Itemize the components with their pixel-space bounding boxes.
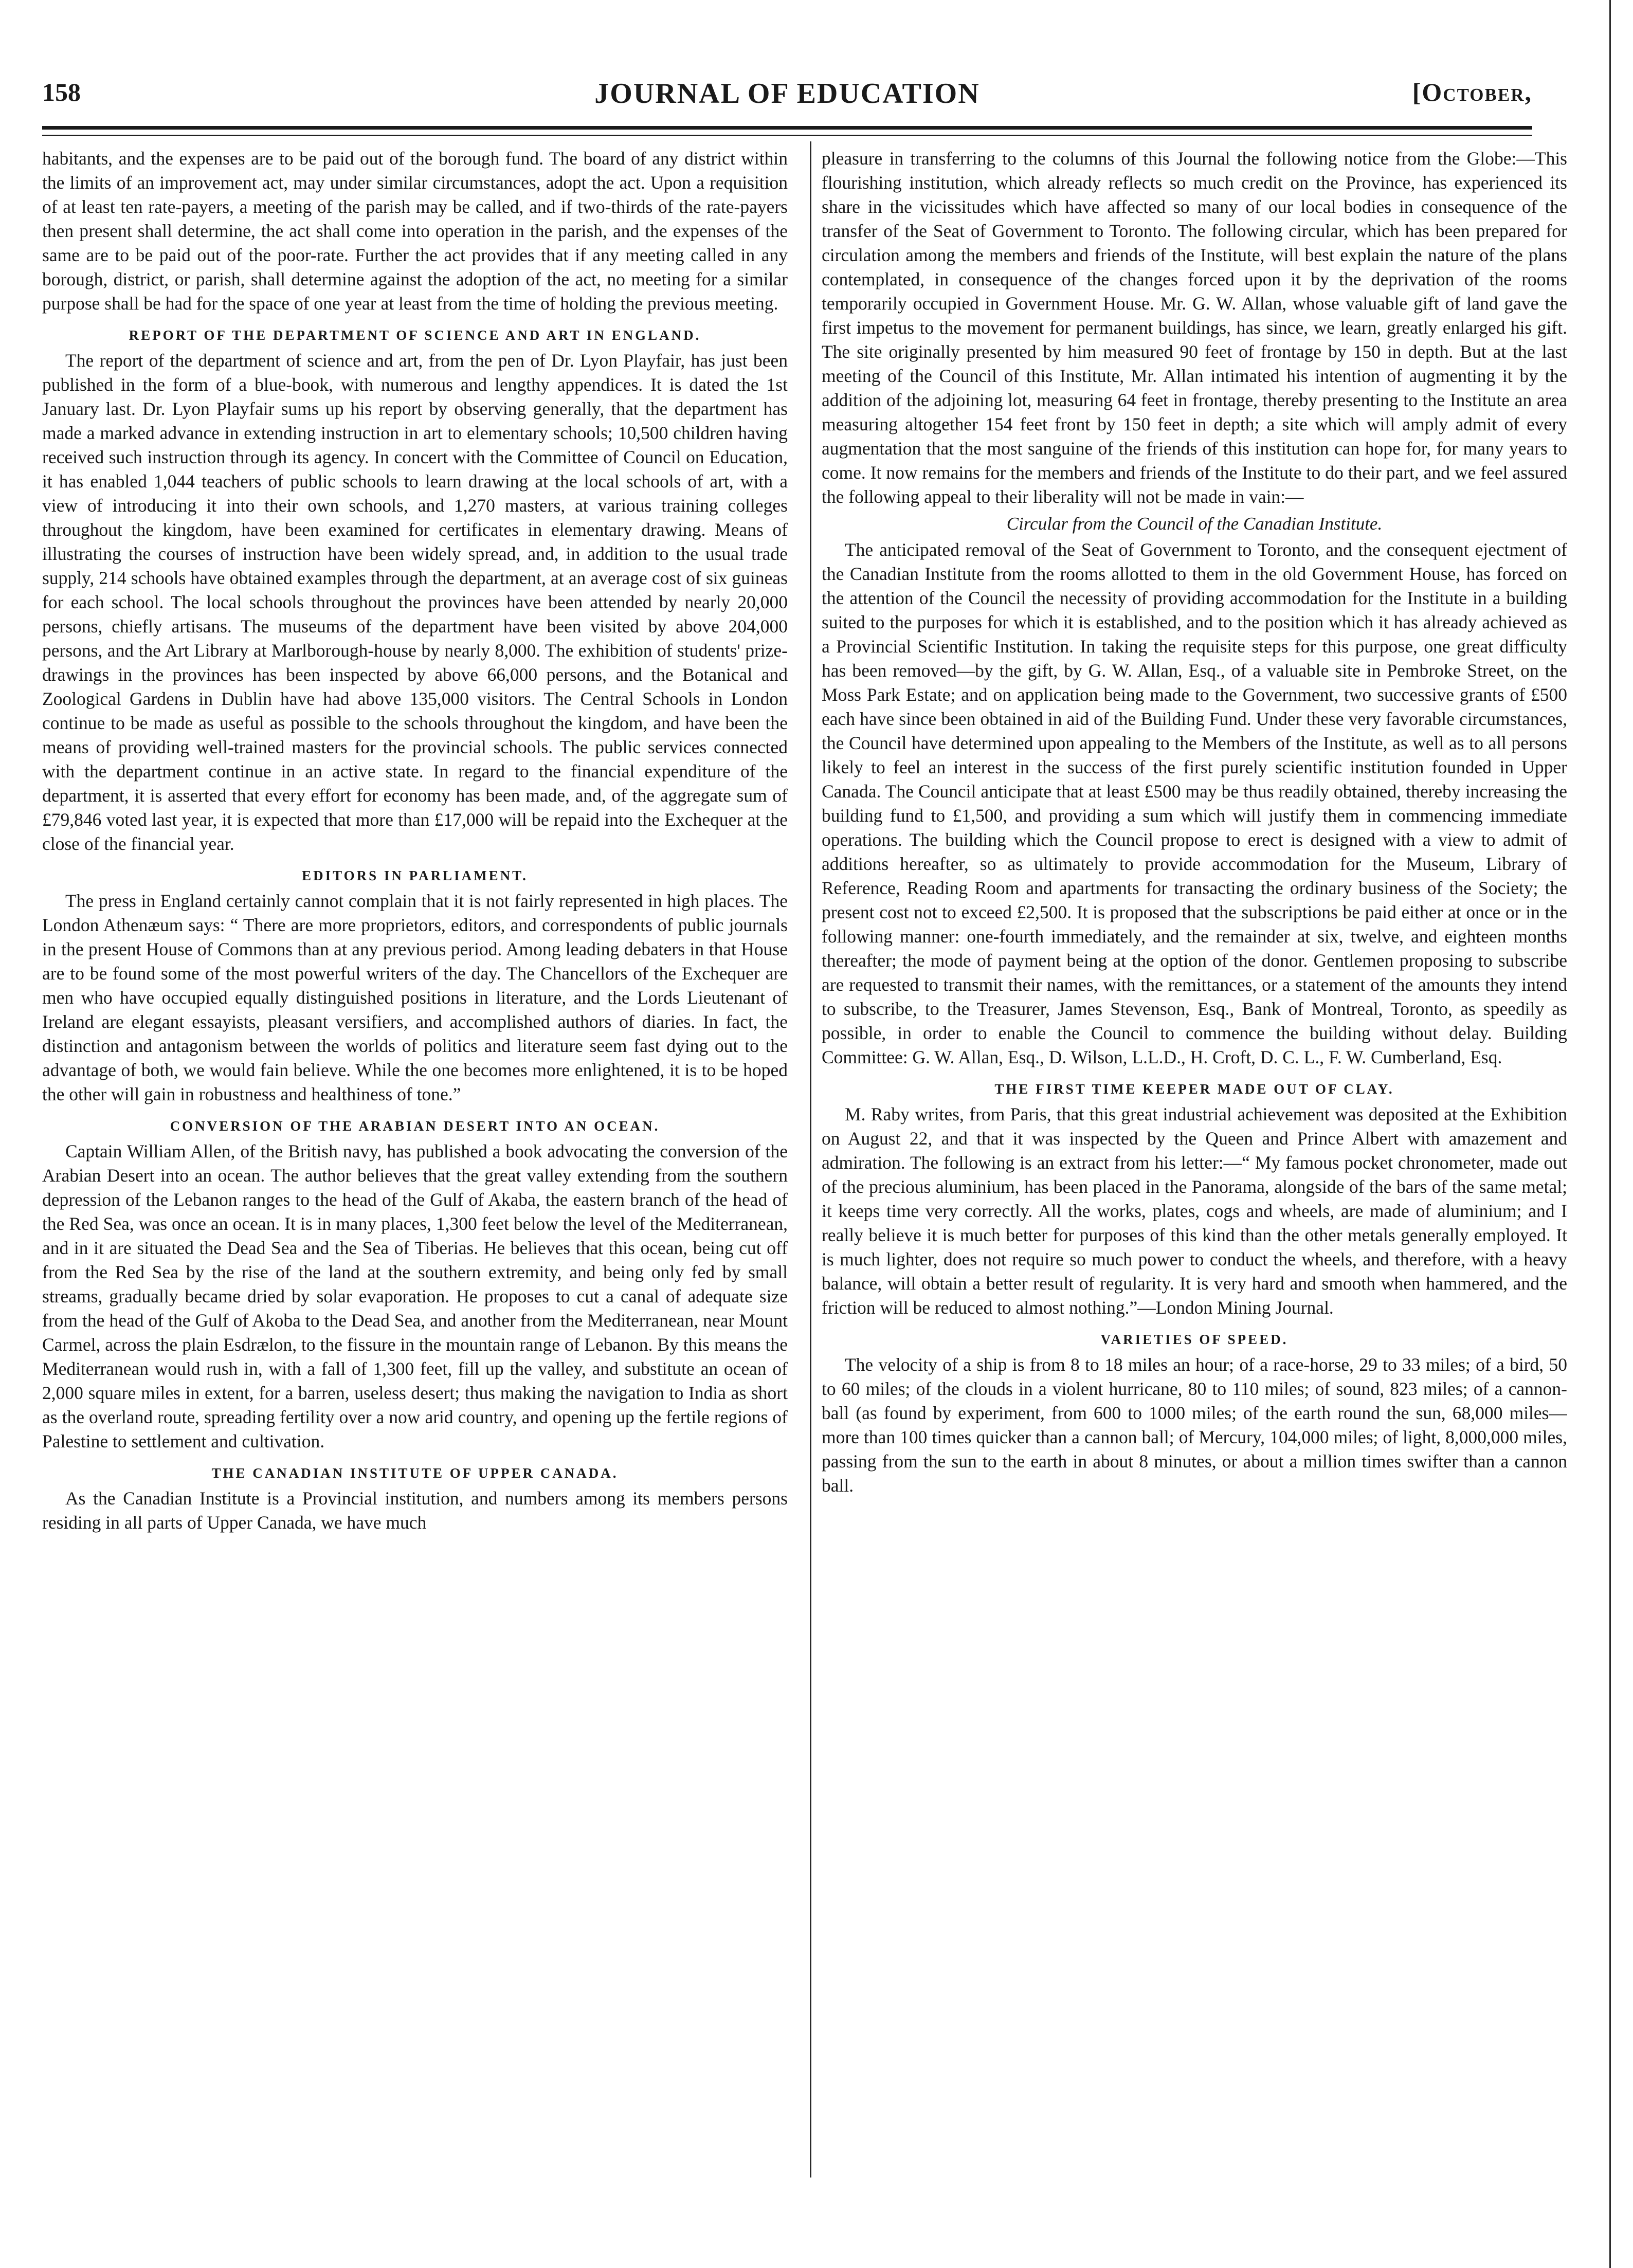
canadian-institute-continued: pleasure in transferring to the columns of this Journal the following notice from the Globe:—This flourishing institution, which already reflects so much credit on the Province, has experienced its share in the vicissitudes which have affected so many of our local bodies in consequence of the transfer of the Seat of Government to Toronto. The following circular, which has been prepared for circulation among the members and friends of the Institute, will best explain the nature of the plans contemplated, in consequence of the changes forced upon it by the deprivation of the rooms temporarily occupied in Government House. Mr. G. W. Allan, whose valuable gift of land gave the first impetus to the movement for permanent buildings, has since, we learn, greatly enlarged his gift. The site originally presented by him measured 90 feet of frontage by 150 in depth. But at the last meeting of the Council of this Institute, Mr. Allan intimated his intention of augmenting it by the addition of the adjoining lot, measuring 64 feet in frontage, thereby presenting to the Institute an area measuring altogether 154 feet front by 150 feet in depth; a site which will amply admit of every augmentation that the most sanguine of the friends of this institution can hope for, for many years to come. It now remains for the members and friends of the Institute to do their part, and we feel assured the following appeal to their liberality will not be made in vain:— <box>822 148 1567 507</box>
issue-month: [October, <box>1412 78 1532 106</box>
science-art-body: The report of the department of science and art, from the pen of Dr. Lyon Playfair, has just been published in the form of a blue-book, with numerous and lengthy appendices. It is dated the 1st January last. Dr. Lyon Playfair sums up his report by observing generally, that the department has made a marked advance in extending instruction in art to elementary schools; 10,500 children having received such instruction through its agency. In concert with the Committee of Council on Education, it has enabled 1,044 teachers of public schools to learn drawing at the local schools of art, with a view of introducing it into their own schools, and 1,270 masters, at various training colleges throughout the kingdom, have been examined for certificates in elementary drawing. Means of illustrating the courses of instruction have been widely spread, and, in addition to the usual trade supply, 214 schools have obtained examples through the department, at an average cost of six guineas for each school. The local schools throughout the provinces have been attended by nearly 20,000 persons, chiefly artisans. The museums of the department have been visited by above 204,000 persons, and the Art Library at Marlborough-house by nearly 8,000. The exhibition of students' prize-drawings in the provinces has been inspected by above 66,000 persons, and the Botanical and Zoological Gardens in Dublin have had above 135,000 visitors. The Central Schools in London continue to be made as useful as possible to the schools throughout the kingdom, and have been the means of providing well-trained masters for the provincial schools. The public services connected with the department continue in an active state. In regard to the financial expenditure of the department, it is asserted that every effort for economy has been made, and, of the aggregate sum of £79,846 voted last year, it is expected that more than £17,000 will be repaid into the Exchequer at the close of the financial year. <box>42 350 788 854</box>
circular-body: The anticipated removal of the Seat of Government to Toronto, and the consequent ejectment of the Canadian Institute from the rooms allotted to them in the old Government House, has forced on the attention of the Council the necessity of providing accommodation for the Institute in a building suited to the purposes for which it is established, and to the position which it has already achieved as a Provincial Scientific Institution. In taking the requisite steps for this purpose, one great difficulty has been removed—by the gift, by G. W. Allan, Esq., of a valuable site in Pembroke Street, on the Moss Park Estate; and on application being made to the Government, two successive grants of £500 each have since been obtained in aid of the Building Fund. Under these very favorable circumstances, the Council have determined upon appealing to the Members of the Institute, as well as to all persons likely to feel an interest in the success of the first purely scientific institution founded in Upper Canada. The Council anticipate that at least £500 may be thus readily obtained, thereby increasing the building fund to £1,500, and providing a sum which will justify them in commencing immediate operations. The building which the Council propose to erect is designed with a view to admit of additions hereafter, so as ultimately to provide accommodation for the Museum, Library of Reference, Reading Room and apartments for transacting the ordinary business of the Society; the present cost not to exceed £2,500. It is proposed that the subscriptions be paid either at once or in the following manner: one-fourth immediately, and the remainder at six, twelve, and eighteen months thereafter; the mode of payment being at the option of the donor. Gentlemen proposing to subscribe are requested to transmit their names, with the remittances, or a statement of the amounts they intend to subscribe, to the Treasurer, James Stevenson, Esq., Bank of Montreal, Toronto, as speedily as possible, in order to enable the Council to commence the building without delay. Building Committee: G. W. Allan, Esq., D. Wilson, L.L.D., H. Croft, D. C. L., F. W. Cumberland, Esq. <box>822 539 1567 1067</box>
journal-title: JOURNAL OF EDUCATION <box>594 78 980 110</box>
arabian-heading: CONVERSION OF THE ARABIAN DESERT INTO AN OCEAN. <box>170 1118 660 1134</box>
page-edge-line <box>1609 0 1611 2268</box>
circular-heading: Circular from the Council of the Canadian Institute. <box>1006 514 1383 534</box>
timekeeper-heading: THE FIRST TIME KEEPER MADE OUT OF CLAY. <box>994 1081 1394 1097</box>
continued-paragraph: habitants, and the expenses are to be paid out of the borough fund. The board of any district within the limits of an improvement act, may under similar circumstances, adopt the act. Upon a requisition of at least ten rate-payers, a meeting of the parish may be called, and if two-thirds of the rate-payers then present shall determine, the act shall come into operation in the parish, and the expenses of the same are to be paid out of the poor-rate. Further the act provides that if any meeting called in any borough, district, or parish, shall determine against the adoption of the act, no meeting for a similar purpose shall be had for the space of one year at least from the time of holding the previous meeting. <box>42 148 788 314</box>
arabian-body: Captain William Allen, of the British navy, has published a book advocating the conversion of the Arabian Desert into an ocean. The author believes that the great valley extending from the southern depression of the Lebanon ranges to the head of the Gulf of Akaba, the eastern branch of the head of the Red Sea, was once an ocean. It is in many places, 1,300 feet below the level of the Mediterranean, and in it are situated the Dead Sea and the Sea of Tiberias. He believes that this ocean, being cut off from the Red Sea by the rise of the land at the southern extremity, and being only fed by small streams, gradually became dried by solar evaporation. He proposes to cut a canal of adequate size from the head of the Gulf of Akoba to the Dead Sea, and another from the Mediterranean, near Mount Carmel, across the plain Esdrælon, to the fissure in the mountain range of Lebanon. By this means the Mediterranean would rush in, with a fall of 1,300 feet, fill up the valley, and substitute an ocean of 2,000 square miles in extent, for a barren, useless desert; thus making the navigation to India as short as the overland route, spreading fertility over a now arid country, and opening up the fertile regions of Palestine to settlement and cultivation. <box>42 1141 788 1451</box>
right-column <box>822 147 1567 2178</box>
header-rule-thin <box>42 135 1532 136</box>
canadian-institute-body: As the Canadian Institute is a Provincial institution, and numbers among its members persons residing in all parts of Upper Canada, we have much <box>42 1488 788 1533</box>
science-art-heading: REPORT OF THE DEPARTMENT OF SCIENCE AND ART IN ENGLAND. <box>129 328 701 343</box>
editors-heading: EDITORS IN PARLIAMENT. <box>302 868 528 883</box>
column-divider <box>810 141 811 2178</box>
left-column <box>42 147 788 2178</box>
page-header <box>42 77 1532 118</box>
speed-body: The velocity of a ship is from 8 to 18 miles an hour; of a race-horse, 29 to 33 miles; of a bird, 50 to 60 miles; of the clouds in a violent hurricane, 80 to 110 miles; of sound, 823 miles; of a cannon-ball (as found by experiment, from 600 to 1000 miles; of the earth round the sun, 68,000 miles—more than 100 times quicker than a cannon ball; of Mercury, 104,000 miles; of light, 8,000,000 miles, passing from the sun to the earth in about 8 minutes, or about a million times swifter than a cannon ball. <box>822 1354 1567 1496</box>
header-rule-thick <box>42 126 1532 130</box>
timekeeper-body: M. Raby writes, from Paris, that this great industrial achievement was deposited at the Exhibition on August 22, and that it was inspected by the Queen and Prince Albert with amazement and admiration. The following is an extract from his letter:—“ My famous pocket chronometer, made out of the precious aluminium, has been placed in the Panorama, alongside of the bars of the same metal; it keeps time very correctly. All the works, plates, cogs and wheels, are made of aluminium; and I really believe it is much better for purposes of this kind than the other metals generally employed. It is much lighter, does not require so much power to conduct the wheels, and therefore, with a heavy balance, will obtain a better result of regularity. It is very hard and smooth when hammered, and the friction will be reduced to almost nothing.”—London Mining Journal. <box>822 1104 1567 1318</box>
page-number: 158 <box>42 78 81 106</box>
canadian-institute-heading: THE CANADIAN INSTITUTE OF UPPER CANADA. <box>211 1465 619 1481</box>
editors-body: The press in England certainly cannot complain that it is not fairly represented in high places. The London Athenæum says: “ There are more proprietors, editors, and correspondents of public journals in the present House of Commons than at any previous period. Among leading debaters in that House are to be found some of the most powerful writers of the day. The Chancellors of the Exchequer are men who have occupied equally distinguished positions in literature, and the Lords Lieutenant of Ireland are elegant essayists, pleasant versifiers, and accomplished authors of diaries. In fact, the distinction and antagonism between the worlds of politics and literature seem fast dying out to the advantage of both, we would fain believe. While the one becomes more enlightened, it is to be hoped the other will gain in robustness and healthiness of tone.” <box>42 891 788 1104</box>
speed-heading: VARIETIES OF SPEED. <box>1100 1332 1289 1347</box>
